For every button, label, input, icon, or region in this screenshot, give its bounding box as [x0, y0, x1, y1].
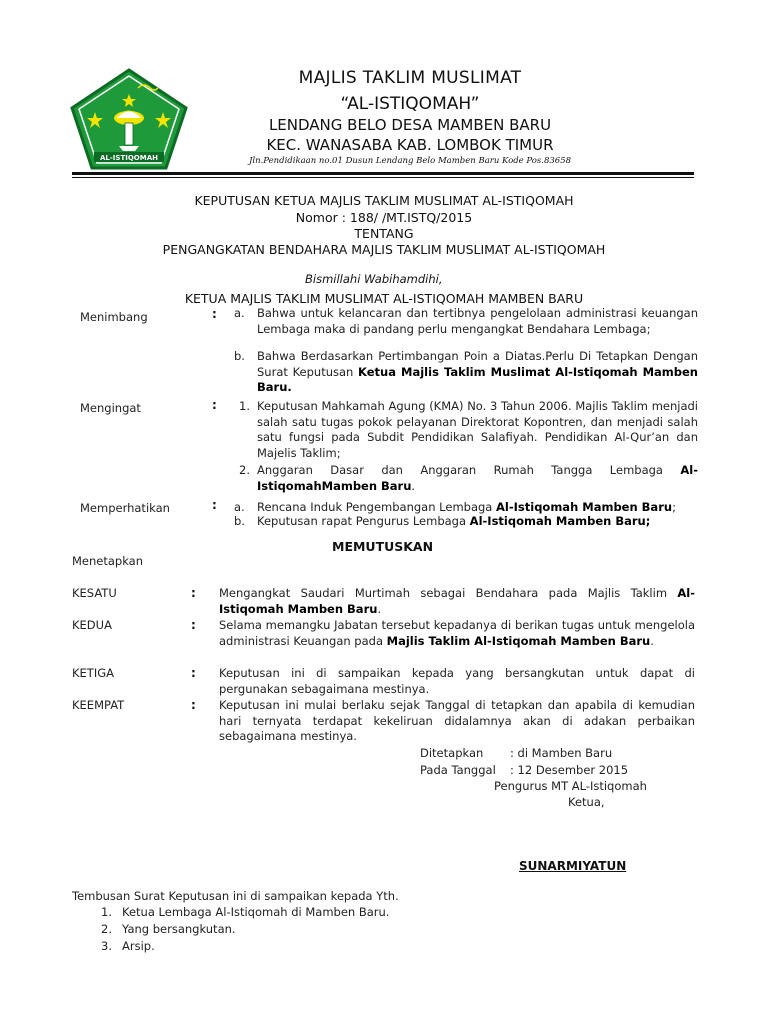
tanggal-value: : 12 Desember 2015 — [510, 763, 629, 777]
decision-text-kesatu — [219, 586, 695, 617]
memperhatikan-item-b-text: Keputusan rapat Pengurus Lembaga — [257, 514, 470, 528]
memutuskan-heading: MEMUTUSKAN — [332, 539, 434, 554]
memperhatikan-item-b-bold: Al-Istiqomah Mamben Baru; — [469, 514, 651, 528]
menimbang-item-b — [257, 349, 698, 396]
bismillah-line: Bismillahi Wabihamdihi, — [305, 272, 443, 286]
decision-text-keempat: Keputusan ini mulai berlaku sejak Tanggal di tetapkan dan apabila di kemudian hari ternyata terdapat kekeliruan didalamnya akan di adakan perbaikan sebagaimana mestinya. — [219, 698, 695, 743]
decision-colon-keempat: : — [191, 698, 196, 712]
ditetapkan-value: : di Mamben Baru — [510, 746, 613, 760]
memperhatikan-item-a-bold: Al-Istiqomah Mamben Baru — [496, 500, 673, 514]
mengingat-item-2-tail: . — [411, 478, 416, 493]
menimbang-item-a: Bahwa untuk kelancaran dan tertibnya pengelolaan administrasi keuangan Lembaga maka di pandang perlu mengangkat Bendahara Lembaga; — [257, 306, 698, 336]
decree-number: Nomor : 188/ /MT.ISTQ/2015 — [295, 210, 473, 225]
logo-text: AL-ISTIQOMAH — [100, 154, 158, 162]
memperhatikan-marker-b: b. — [234, 514, 245, 528]
decree-subject: PENGANGKATAN BENDAHARA MAJLIS TAKLIM MUSLIMAT AL-ISTIQOMAH — [162, 242, 606, 257]
tembusan-intro: Tembusan Surat Keputusan ini di sampaikan kepada Yth. — [72, 889, 399, 903]
chair-heading: KETUA MAJLIS TAKLIM MUSLIMAT AL-ISTIQOMAH MAMBEN BARU — [184, 291, 584, 306]
mengingat-colon: : — [212, 398, 217, 412]
decision-label-kedua: KEDUA — [72, 618, 112, 632]
decision-label-kesatu: KESATU — [72, 586, 117, 600]
menimbang-marker-b: b. — [234, 349, 245, 363]
decision-kedua-tail: . — [650, 633, 654, 648]
org-address: Jln.Pendidikaan no.01 Dusun Lendang Belo Mamben Baru Kode Pos.83658 — [248, 156, 572, 166]
mengingat-item-2 — [257, 463, 698, 494]
tembusan-marker-2: 2. — [101, 922, 112, 936]
org-name-line2: “AL-ISTIQOMAH” — [340, 94, 480, 114]
mengingat-marker-2: 2. — [239, 463, 250, 477]
memperhatikan-label: Memperhatikan — [80, 501, 170, 515]
decision-colon-ketiga: : — [191, 666, 196, 680]
tembusan-item-2: Yang bersangkutan. — [122, 922, 236, 936]
signature-role: Ketua, — [568, 795, 605, 809]
decision-colon-kedua: : — [191, 618, 196, 632]
memperhatikan-marker-a: a. — [234, 500, 245, 514]
memperhatikan-item-a-tail: ; — [672, 500, 676, 514]
decision-label-ketiga: KETIGA — [72, 666, 115, 680]
memperhatikan-colon: : — [212, 498, 217, 512]
mengingat-item-2-text: Anggaran Dasar dan Anggaran Rumah Tangga Lembaga — [257, 463, 681, 477]
decision-text-kedua — [219, 618, 695, 649]
memperhatikan-item-a-text: Rencana Induk Pengembangan Lembaga — [257, 500, 497, 514]
menimbang-label: Menimbang — [80, 310, 148, 324]
tembusan-item-1: Ketua Lembaga Al-Istiqomah di Mamben Baru. — [122, 905, 390, 919]
letterhead-divider-thick — [72, 172, 694, 175]
tembusan-marker-3: 3. — [101, 939, 112, 953]
letterhead-divider-thin — [72, 177, 694, 178]
decision-colon-kesatu: : — [191, 586, 196, 600]
decision-kesatu-tail: . — [377, 601, 382, 616]
signatory-name: SUNARMIYATUN — [519, 859, 627, 873]
mengingat-marker-1: 1. — [239, 399, 250, 413]
decree-title: KEPUTUSAN KETUA MAJLIS TAKLIM MUSLIMAT AL-ISTIQOMAH — [194, 193, 574, 208]
decision-text-ketiga: Keputusan ini di sampaikan kepada yang bersangkutan untuk dapat di pergunakan sebagaimana mestinya. — [219, 666, 695, 696]
decision-kesatu-bold: Al-Istiqomah Mamben Baru — [219, 586, 695, 616]
menimbang-marker-a: a. — [234, 306, 245, 320]
mengingat-item-2-bold: Al-IstiqomahMamben Baru — [257, 463, 698, 493]
menimbang-item-b-text: Bahwa Berdasarkan Pertimbangan Poin a Diatas.Perlu Di Tetapkan Dengan Surat Keputusan — [257, 349, 698, 379]
org-location-line: LENDANG BELO DESA MAMBEN BARU — [268, 116, 552, 134]
signature-org: Pengurus MT AL-Istiqomah — [494, 779, 647, 793]
org-name-line1: MAJLIS TAKLIM MUSLIMAT — [298, 68, 522, 88]
org-district-line: KEC. WANASABA KAB. LOMBOK TIMUR — [266, 136, 554, 154]
organization-logo — [70, 68, 188, 170]
tembusan-item-3: Arsip. — [122, 939, 155, 953]
memperhatikan-item-b — [257, 514, 698, 530]
tembusan-marker-1: 1. — [101, 905, 112, 919]
ditetapkan-label: Ditetapkan — [420, 746, 484, 760]
tanggal-label: Pada Tanggal — [420, 763, 496, 777]
menetapkan-label: Menetapkan — [72, 554, 144, 568]
decision-kedua-text: Selama memangku Jabatan tersebut kepadanya di berikan tugas untuk mengelola administrasi Keuangan pada — [219, 618, 695, 648]
decree-tentang: TENTANG — [354, 226, 414, 241]
menimbang-colon: : — [212, 307, 217, 321]
mengingat-label: Mengingat — [80, 401, 141, 415]
menimbang-item-b-bold: Ketua Majlis Taklim Muslimat Al-Istiqomah Mamben Baru. — [257, 364, 698, 394]
mengingat-item-1: Keputusan Mahkamah Agung (KMA) No. 3 Tahun 2006. Majlis Taklim menjadi salah satu tugas pokok pelayanan Direktorat Kopontren, dan menjadi salah satu fungsi pada Subdit Pendidikan Salafiyah. Pendidikan Al-Qur’an dan Majelis Taklim; — [257, 399, 698, 460]
decision-kedua-bold: Majlis Taklim Al-Istiqomah Mamben Baru — [386, 633, 651, 648]
decision-label-keempat: KEEMPAT — [72, 698, 125, 712]
decision-kesatu-text: Mengangkat Saudari Murtimah sebagai Bendahara pada Majlis Taklim — [219, 586, 678, 600]
